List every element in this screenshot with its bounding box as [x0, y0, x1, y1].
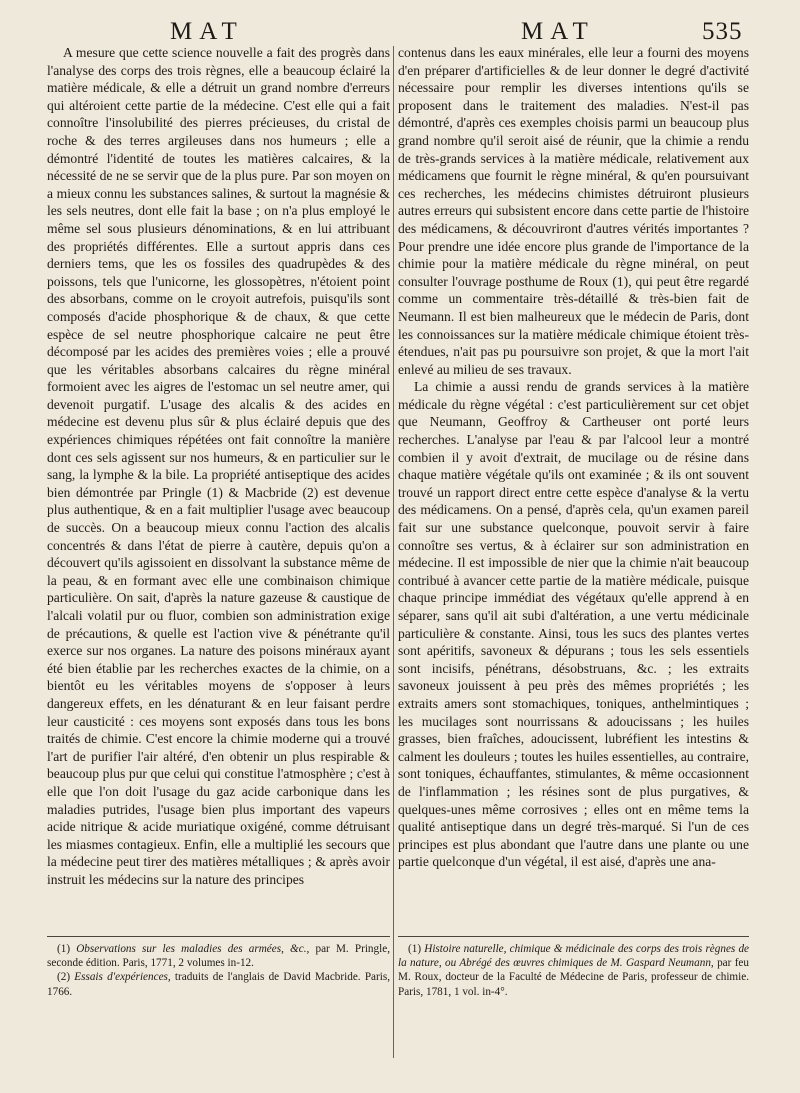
footnotes-right	[398, 942, 749, 999]
right-paragraph-continued: contenus dans les eaux minérales, elle leur a fourni des moyens d'en préparer d'artificielles & de leur donner le degré d'activité nécessaire pour remplir les diverses intentions qu'ils se proposent dans le traitement des maladies. N'est-il pas démontré, d'après ces exemples choisis parmi un beaucoup plus grand nombre qu'il seroit aisé de réunir, que la chimie a rendu de très-grands services à la matière médicale, relativement aux médicamens que fournit le règne minéral, & qu'en poursuivant ces recherches, les médecins chimistes détruiront plusieurs autres erreurs qui subsistent encore dans cette partie de l'histoire des médicamens, & découvriront d'autres vérités importantes ? Pour prendre une idée encore plus grande de l'importance de la chimie pour la matière médicale du règne minéral, on peut consulter l'ouvrage posthume de Roux (1), qui peut être regardé comme un commentaire très-détaillé & très-bien fait de Neumann. Il est bien malheureux que le médecin de Paris, dont les connoissances sur la matière médicale chimique étoient très-étendues, n'ait pas pu poursuivre son projet, & que la mort l'ait enlevé au milieu de ses travaux.	[398, 45, 749, 377]
footnote-title: Histoire naturelle, chimique & médicinale des corps des trois règnes de la nature, ou Abrégé des œuvres chimiques de M. Gaspard Neumann,	[398, 943, 750, 970]
footnote-pringle	[47, 942, 390, 970]
footnote-roux	[398, 942, 749, 999]
footnote-number: (2)	[57, 971, 71, 984]
footnote-number: (1)	[57, 943, 71, 955]
footnote-macbride	[47, 970, 390, 998]
page-number: 535	[702, 18, 743, 45]
right-paragraph-vegetal: La chimie a aussi rendu de grands services à la matière médicale du règne végétal : c'est particulièrement sur cet objet que Neumann, Geoffroy & Cartheuser ont porté leurs recherches. L'analyse par l'eau & par l'alcool leur a montré combien il y avoit d'extrait, de mucilage ou de résine dans chaque matière végétale qu'ils ont examinée ; & ils ont souvent trouvé un rapport direct entre cette espèce d'analyse & la vertu des médicamens. On a pensé, d'après cela, qu'un examen pareil fait sur une substance quelconque, pouvoit servir à faire connoître ses vertus, & à éclairer sur son administration en médecine. Il est impossible de nier que la chimie n'ait beaucoup contribué à avancer cette partie de la matière médicale, puisque chaque principe immédiat des végétaux qu'elle apprend à en séparer, sans qu'il ait subi d'altération, a une vertu médicinale particulière & constante. Ainsi, tous les sucs des plantes vertes sont apéritifs, savoneux & dépurans ; tous les sels essentiels sont incisifs, pénétrans, désobstruans, &c. ; les extraits savoneux jouissent à peu près des mêmes propriétés ; les extraits amers sont stomachiques, toniques, anthelmintiques ; les mucilages sont nourrissans & adoucissans ; les huiles grasses, bien fraîches, adoucissent, lubréfient les intestins & calment les douleurs ; toutes les huiles essentielles, au contraire, sont toniques, échauffantes, stimulantes, & même occasionnent de l'inflammation ; les résines sont de plus purgatives, & quelques-unes même corrosives ; elles ont en même tems la qualité antiseptique dans un degré très-marqué. Si l'un de ces principes est plus abondant que l'autre dans une plante ou une partie quelconque d'un végétal, il est aisé, d'après une ana-	[398, 379, 749, 870]
right-column	[398, 44, 749, 871]
left-paragraph: A mesure que cette science nouvelle a fait des progrès dans l'analyse des corps des trois règnes, elle a beaucoup éclairé la matière médicale, & elle a détruit un grand nombre d'erreurs qui altéroient cette partie de la médecine. C'est elle qui a fait connoître l'insolubilité des pierres précieuses, du cristal de roche & des terres argileuses dans nos humeurs ; elle a démontré l'identité de toutes les matières calcaires, & la nécessité de ne se servir que de la plus pure. Par son moyen on a mieux connu les substances salines, & surtout la magnésie & les sels neutres, dont elle fait la base ; on n'a plus employé le même sel sous plusieurs dénominations, & en lui attribuant des propriétés différentes. Elle a surtout appris dans ces derniers tems, que les os fossiles des quadrupèdes & des poissons, tels que l'unicorne, les glossopètres, n'étoient point des absorbans, comme on le croyoit autrefois, puisqu'ils sont composés d'acide phosphorique & de chaux, & que cette espèce de sel neutre phosphorique calcaire ne peut être décomposé par les acides des premières voies ; elle a prouvé que les véritables absorbans calcaires du règne minéral formoient avec les aigres de l'estomac un sel neutre amer, qui devenoit purgatif. L'usage des alcalis & des acides en médecine est devenu plus sûr & plus éclairé depuis que des expériences chimiques répétées ont fait connoître la manière dont ces sels agissent sur nos humeurs, & en particulier sur le sang, la lymphe & la bile. La propriété antiseptique des acides bien démontrée par Pringle (1) & Macbride (2) est devenue plus authentique, & en a fait multiplier l'usage avec beaucoup de succès. On a beaucoup mieux connu l'action des alcalis concentrés & dans l'état de pierre à cautère, depuis qu'on a découvert qu'ils agissoient en dissolvant la substance même de la peau, & en formant avec elle une combinaison chimique particulière. On sait, d'après la nature gazeuse & caustique de l'alcali volatil pur ou fluor, combien son administration exige de précautions, & quelle est l'action vive & pénétrante qu'il exerce sur nos organes. La nature des poisons minéraux ayant été bien établie par les recherches exactes de la chimie, on a bientôt eu les véritables moyens de s'opposer à leurs dangereux effets, en les dénaturant & en leur faisant perdre leur causticité : ces moyens sont exposés dans tous les bons traités de chimie. C'est encore la chimie moderne qui a trouvé l'art de purifier l'air altéré, d'en obtenir un plus respirable & beaucoup plus pur que celui qui constitue l'atmosphère ; c'est à elle que l'on doit l'usage du gaz acide carbonique dans les maladies putrides, l'usage bien plus important des vapeurs acide nitrique & acide muriatique oxigéné, comme détruisant les miasmes contagieux. Enfin, elle a multiplié les secours que la médecine peut tirer des matières métalliques ; & après avoir instruit les médecins sur la nature des principes	[47, 45, 390, 887]
footnote-details: traduits de l'anglais de David Macbride. Paris, 1766.	[47, 971, 390, 998]
footnote-rule-left	[47, 936, 390, 937]
footnotes-left	[47, 942, 390, 999]
footnote-details: par M. Pringle, seconde édition. Paris, 1771, 2 volumes in-12.	[47, 943, 390, 970]
header-left-word: MAT	[170, 18, 244, 45]
footnote-title: Essais d'expériences,	[74, 971, 171, 984]
left-column	[47, 44, 390, 889]
footnote-details: par feu M. Roux, docteur de la Faculté de Médecine de Paris, professeur de chimie. Paris, 1781, 1 vol. in-4°.	[398, 957, 749, 998]
footnote-number: (1)	[408, 943, 422, 955]
header-right-word: MAT	[521, 18, 595, 45]
column-divider	[393, 46, 394, 1058]
footnote-rule-right	[398, 936, 749, 937]
footnote-title: Observations sur les maladies des armées, &c.,	[76, 943, 310, 955]
